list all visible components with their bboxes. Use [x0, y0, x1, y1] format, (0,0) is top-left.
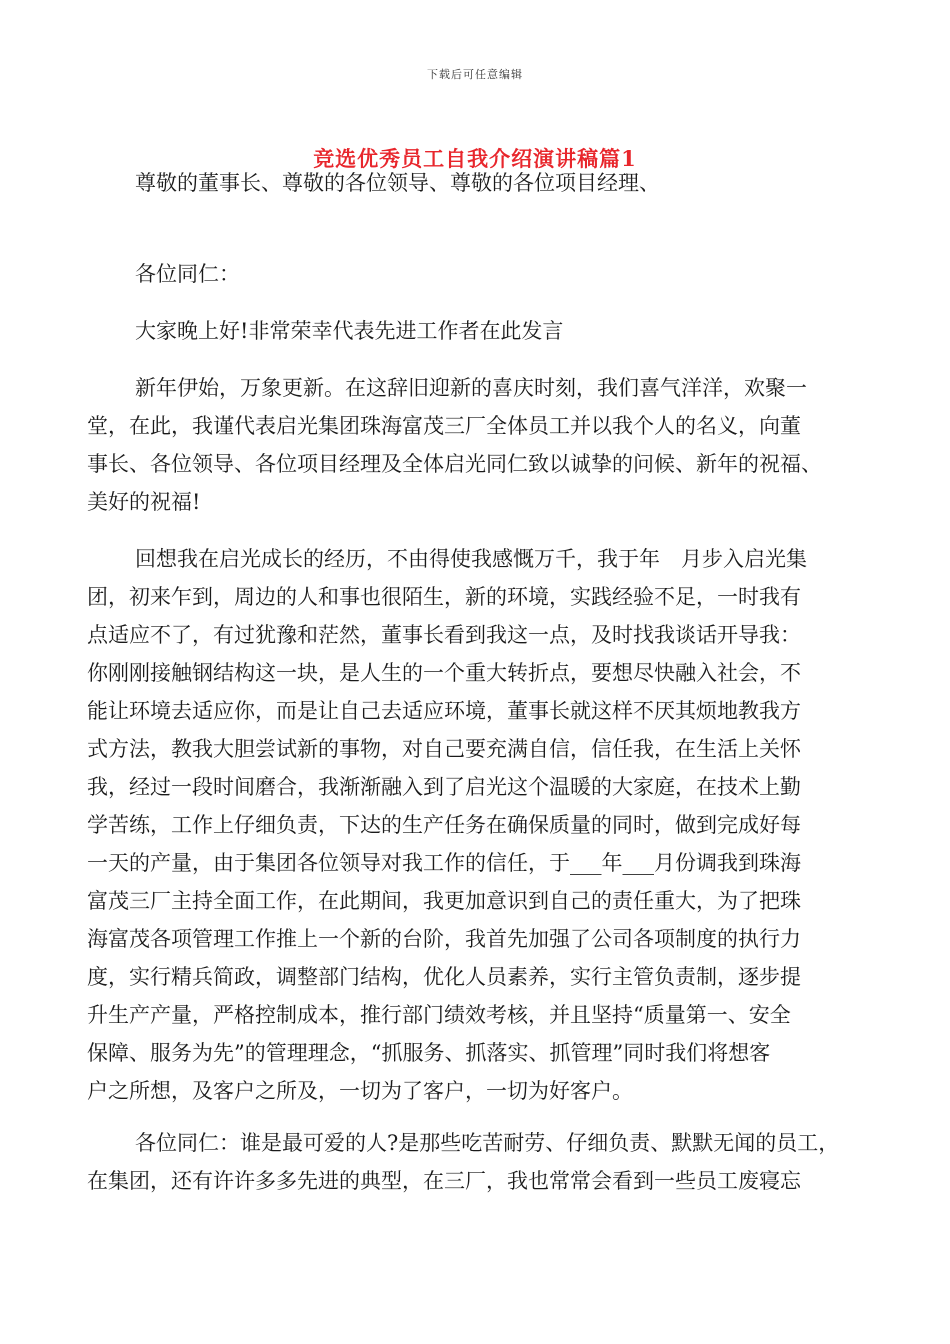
paragraph-line: 美好的祝福! — [87, 490, 201, 514]
paragraph-line: 堂，在此，我谨代表启光集团珠海富茂三厂全体员工并以我个人的名义，向董 — [87, 414, 801, 438]
paragraph-line: 点适应不了，有过犹豫和茫然，董事长看到我这一点，及时找我谈话开导我： — [87, 623, 801, 647]
paragraph-line: 新年伊始，万象更新。在这辞旧迎新的喜庆时刻，我们喜气洋洋，欢聚一 — [135, 376, 807, 400]
paragraph-line: 各位同仁：谁是最可爱的人?是那些吃苦耐劳、仔细负责、默默无闻的员工， — [135, 1131, 840, 1155]
paragraph-line: 事长、各位领导、各位项目经理及全体启光同仁致以诚挚的问候、新年的祝福、 — [87, 452, 822, 476]
paragraph-line: 度，实行精兵简政，调整部门结构，优化人员素养，实行主管负责制，逐步提 — [87, 965, 801, 989]
paragraph-line: 学苦练，工作上仔细负责，下达的生产任务在确保质量的同时，做到完成好每 — [87, 813, 801, 837]
salutation-line-2: 各位同仁： — [135, 262, 240, 286]
paragraph-line: 你刚刚接触钢结构这一块，是人生的一个重大转折点，要想尽快融入社会，不 — [87, 661, 801, 685]
greeting-line: 大家晚上好!非常荣幸代表先进工作者在此发言 — [135, 319, 564, 343]
paragraph-line: 在集团，还有许许多多先进的典型，在三厂，我也常常会看到一些员工废寝忘 — [87, 1169, 801, 1193]
paragraph-line: 式方法，教我大胆尝试新的事物，对自己要充满自信，信任我，在生活上关怀 — [87, 737, 801, 761]
paragraph-line: 升生产产量，严格控制成本，推行部门绩效考核，并且坚持“质量第一、安全 — [87, 1003, 791, 1027]
paragraph-line: 一天的产量，由于集团各位领导对我工作的信任，于___年___月份调我到珠海 — [87, 851, 801, 875]
paragraph-line: 我，经过一段时间磨合，我渐渐融入到了启光这个温暖的大家庭，在技术上勤 — [87, 775, 801, 799]
paragraph-line: 能让环境去适应你，而是让自己去适应环境，董事长就这样不厌其烦地教我方 — [87, 699, 801, 723]
paragraph-line: 海富茂各项管理工作推上一个新的台阶，我首先加强了公司各项制度的执行力 — [87, 927, 801, 951]
document-title: 竞选优秀员工自我介绍演讲稿篇1 — [313, 146, 637, 171]
paragraph-line: 回想我在启光成长的经历，不由得使我感慨万千，我于年 月步入启光集 — [135, 547, 807, 571]
paragraph-line: 富茂三厂主持全面工作，在此期间，我更加意识到自己的责任重大，为了把珠 — [87, 889, 801, 913]
paragraph-line: 户之所想，及客户之所及，一切为了客户，一切为好客户。 — [87, 1079, 633, 1103]
paragraph-line: 保障、服务为先”的管理理念，“抓服务、抓落实、抓管理”同时我们将想客 — [87, 1041, 771, 1065]
header-note: 下载后可任意编辑 — [427, 68, 523, 81]
salutation-line-1: 尊敬的董事长、尊敬的各位领导、尊敬的各位项目经理、 — [135, 171, 660, 195]
paragraph-line: 团，初来乍到，周边的人和事也很陌生，新的环境，实践经验不足，一时我有 — [87, 585, 801, 609]
